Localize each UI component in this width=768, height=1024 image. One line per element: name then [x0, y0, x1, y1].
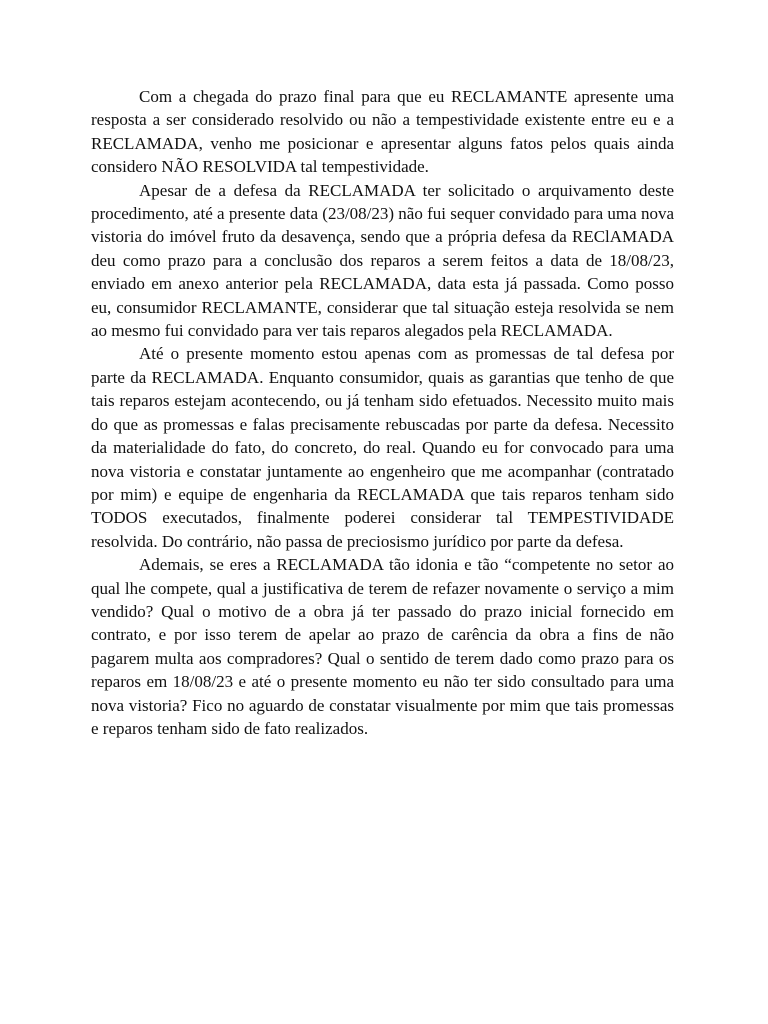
paragraph-2: Apesar de a defesa da RECLAMADA ter solicitado o arquivamento deste procedimento, até a presente data (23/08/23) não fui sequer convidado para uma nova vistoria do imóvel fruto da desavença, sendo que a própria defesa da REClAMADA deu como prazo para a conclusão dos reparos a serem feitos a data de 18/08/23, enviado em anexo anterior pela RECLAMADA, data esta já passada. Como posso eu, consumidor RECLAMANTE, considerar que tal situação esteja resolvida se nem ao mesmo fui convidado para ver tais reparos alegados pela RECLAMADA.: [91, 180, 674, 341]
document-page: [91, 85, 674, 740]
paragraph-4: Ademais, se eres a RECLAMADA tão idonia e tão “competente no setor ao qual lhe compete, qual a justificativa de terem de refazer novamente o serviço a mim vendido? Qual o motivo de a obra já ter passado do prazo inicial fornecido em contrato, e por isso terem de apelar ao prazo de carência da obra a fins de não pagarem multa aos compradores? Qual o sentido de terem dado como prazo para os reparos em 18/08/23 e até o presente momento eu não ter sido consultado para uma nova vistoria? Fico no aguardo de constatar visualmente por mim que tais promessas e reparos tenham sido de fato realizados.: [91, 555, 674, 738]
paragraph-1: Com a chegada do prazo final para que eu RECLAMANTE apresente uma resposta a ser considerado resolvido ou não a tempestividade existente entre eu e a RECLAMADA, venho me posicionar e apresentar alguns fatos pelos quais ainda considero NÃO RESOLVIDA tal tempestividade.: [91, 87, 674, 177]
paragraph-3: Até o presente momento estou apenas com as promessas de tal defesa por parte da RECLAMADA. Enquanto consumidor, quais as garantias que tenho de que tais reparos estejam acontecendo, ou já tenham sido efetuados. Necessito muito mais do que as promessas e falas precisamente rebuscadas por parte da defesa. Necessito da materialidade do fato, do concreto, do real. Quando eu for convocado para uma nova vistoria e constatar juntamente ao engenheiro que me acompanhar (contratado por mim) e equipe de engenharia da RECLAMADA que tais reparos tenham sido TODOS executados, finalmente poderei considerar tal TEMPESTIVIDADE resolvida. Do contrário, não passa de preciosismo jurídico por parte da defesa.: [91, 344, 674, 551]
